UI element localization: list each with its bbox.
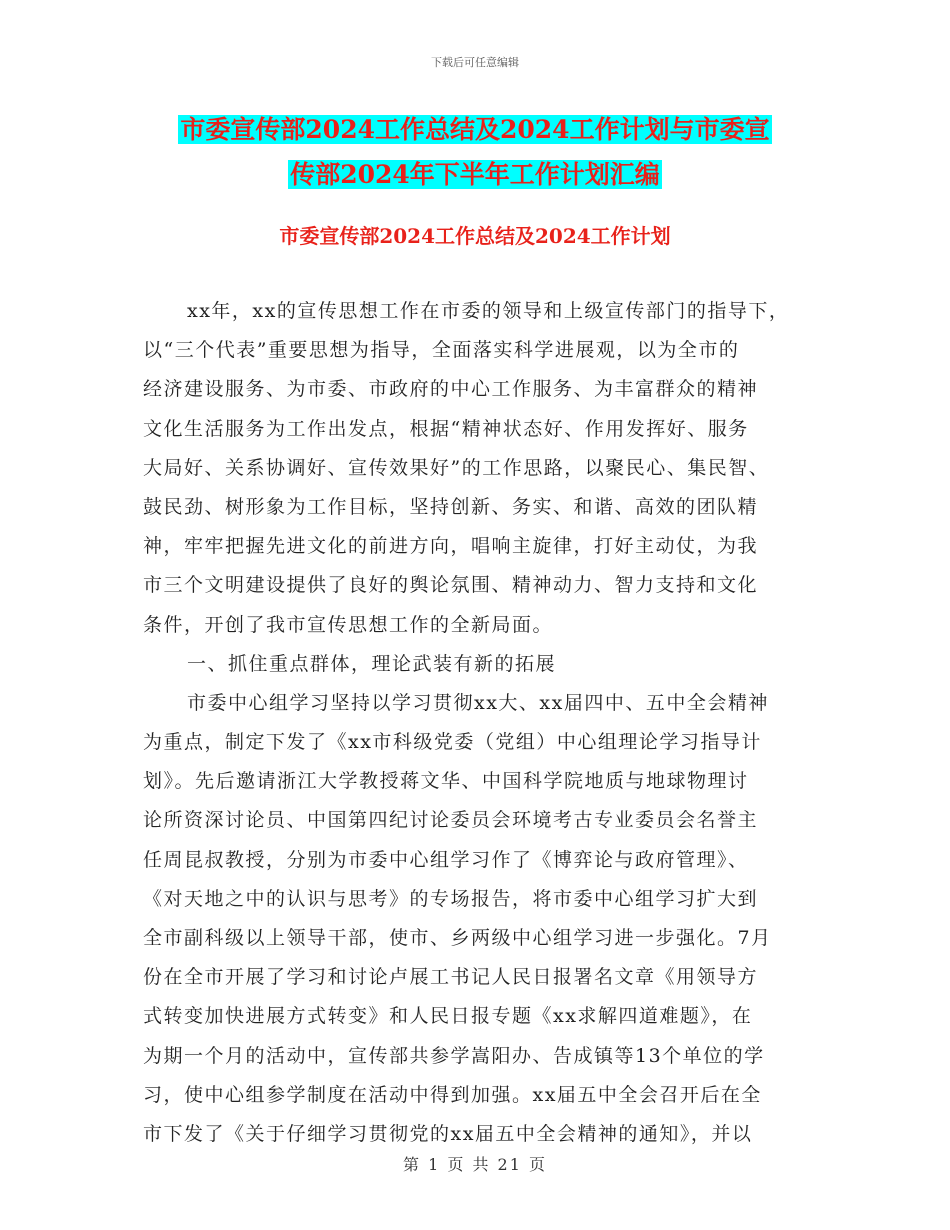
section-heading: 一、抓住重点群体，理论武装有新的拓展: [187, 652, 557, 675]
paragraph-line: 论所资深讨论员、中国第四纪讨论委员会环境考古专业委员会名誉主: [143, 809, 759, 832]
paragraph-line: 为期一个月的活动中，宣传部共参学嵩阳办、告成镇等13个单位的学: [143, 1044, 765, 1067]
paragraph-line: 经济建设服务、为市委、市政府的中心工作服务、为丰富群众的精神: [143, 378, 759, 401]
document-title-line-2: [0, 156, 950, 194]
document-title-text-1: 市委宣传部2024工作总结及2024工作计划与市委宣: [180, 115, 770, 144]
document-title-line-1: [0, 111, 950, 149]
paragraph-line: 条件，开创了我市宣传思想工作的全新局面。: [143, 613, 554, 636]
paragraph-line: 市下发了《关于仔细学习贯彻党的xx届五中全会精神的通知》，并以: [143, 1122, 753, 1145]
paragraph-line: 任周昆叔教授，分别为市委中心组学习作了《博弈论与政府管理》、: [143, 848, 749, 871]
document-title-text-2: 传部2024年下半年工作计划汇编: [290, 160, 660, 189]
paragraph-line: 全市副科级以上领导干部，使市、乡两级中心组学习进一步强化。7月: [143, 927, 772, 949]
section-title: 市委宣传部2024工作总结及2024工作计划: [279, 224, 671, 248]
paragraph-line: 划》。先后邀请浙江大学教授蒋文华、中国科学院地质与地球物理讨: [143, 770, 749, 793]
paragraph-line: xx年，xx的宣传思想工作在市委的领导和上级宣传部门的指导下，: [187, 300, 790, 322]
paragraph-line: 《对天地之中的认识与思考》的专场报告，将市委中心组学习扩大到: [143, 887, 759, 910]
paragraph-line: 份在全市开展了学习和讨论卢展工书记人民日报署名文章《用领导方: [143, 966, 759, 989]
body-text: [143, 292, 823, 1154]
paragraph-line: 市委中心组学习坚持以学习贯彻xx大、xx届四中、五中全会精神: [187, 691, 769, 714]
paragraph-line: 式转变加快进展方式转变》和人民日报专题《xx求解四道难题》，在: [143, 1005, 753, 1028]
paragraph-line: 神，牢牢把握先进文化的前进方向，唱响主旋律，打好主动仗，为我: [143, 535, 759, 558]
paragraph-line: 以“三个代表”重要思想为指导，全面落实科学进展观，以为全市的: [143, 339, 740, 362]
paragraph-line: 鼓民劲、树形象为工作目标，坚持创新、务实、和谐、高效的团队精: [143, 495, 759, 518]
paragraph-line: 习，使中心组参学制度在活动中得到加强。xx届五中全会召开后在全: [143, 1083, 762, 1106]
paragraph-line: 大局好、关系协调好、宣传效果好”的工作思路，以聚民心、集民智、: [143, 456, 770, 479]
paragraph-line: 为重点，制定下发了《xx市科级党委（党组）中心组理论学习指导计: [143, 731, 762, 754]
paragraph-line: 文化生活服务为工作出发点，根据“精神状态好、作用发挥好、服务: [143, 417, 749, 440]
header-note: 下载后可任意编辑: [431, 56, 519, 69]
paragraph-line: 市三个文明建设提供了良好的舆论氛围、精神动力、智力支持和文化: [143, 574, 759, 597]
page-number-footer: 第 1 页 共 21 页: [403, 1155, 547, 1174]
